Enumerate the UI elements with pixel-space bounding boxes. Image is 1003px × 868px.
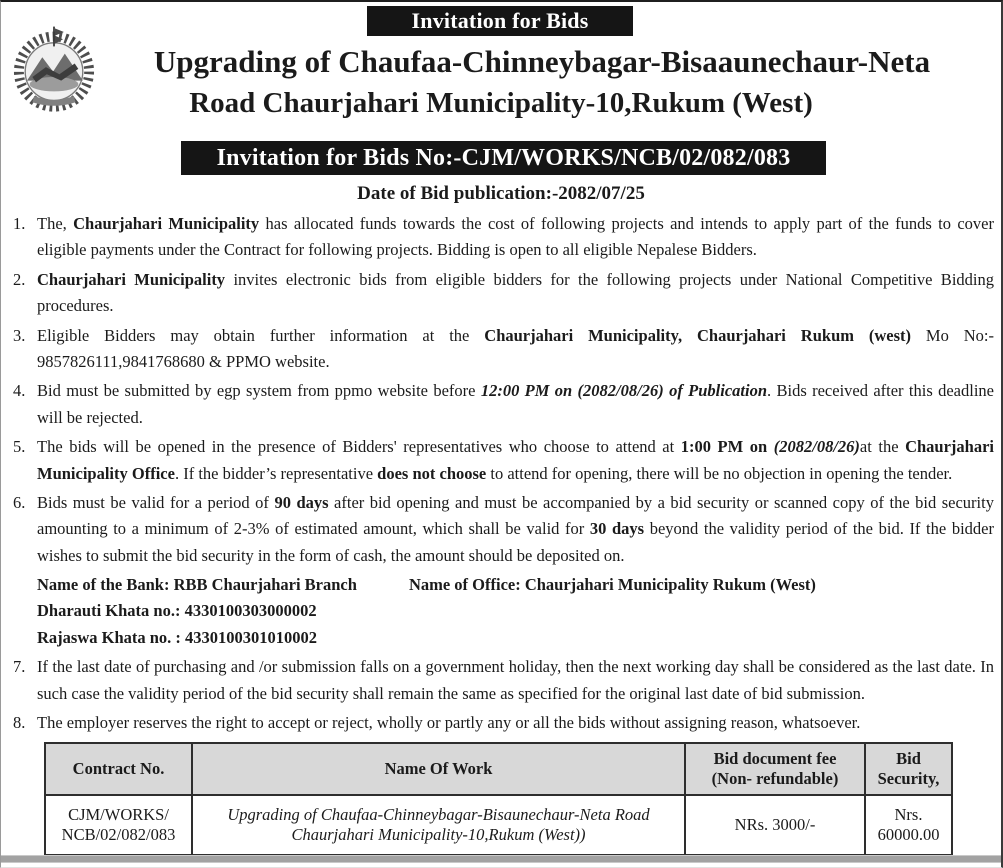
dharauti-account-number: Dharauti Khata no.: 4330100303000002	[37, 601, 317, 621]
list-item-8	[11, 710, 994, 736]
item-number: 2.	[13, 269, 26, 289]
text-segment: has allocated funds towards the cost of following projects and intends to apply part of the funds to cover eligible payments under the Contract for following projects. Bidding is open to all eligible Nepalese Bidders.	[37, 214, 994, 260]
cell-contract-no	[45, 795, 192, 855]
bid-number-banner: Invitation for Bids No:-CJM/WORKS/NCB/02/082/083	[181, 141, 826, 175]
item-number: 1.	[13, 214, 26, 233]
header-fee-line2: (Non- refundable)	[711, 769, 839, 789]
cell-bid-document-fee: NRs. 3000/-	[685, 795, 865, 855]
bank-details	[11, 572, 994, 651]
text-segment: Bids must be valid for a period of	[37, 492, 275, 512]
publication-date: Date of Bid publication:-2082/07/25	[357, 183, 645, 204]
text-segment-bold: 90 days	[274, 492, 329, 512]
text-segment-bold-italic: 12:00 PM on (2082/08/26) of Publication	[480, 381, 768, 401]
bank-office-line	[37, 572, 994, 598]
work-line1: Upgrading of Chaufaa-Chinneybagar-Bisaunechaur-Neta Road	[227, 805, 650, 825]
document-title-line2: Road Chaurjahari Municipality-10,Rukum (West)	[189, 87, 813, 119]
list-item-3	[11, 323, 994, 376]
text-segment: Bid must be submitted by egp system from ppmo website before	[37, 381, 481, 401]
contract-table	[44, 742, 953, 856]
item-number: 5.	[13, 437, 26, 457]
rajaswa-account-number: Rajaswa Khata no. : 4330100301010002	[37, 627, 318, 647]
bottom-divider	[1, 855, 1001, 863]
item-number: 3.	[13, 325, 26, 345]
text-segment: The employer reserves the right to accept or reject, wholly or partly any or all the bids without assigning reason, whatsoever.	[37, 713, 861, 733]
invitation-banner: Invitation for Bids	[367, 6, 633, 36]
text-segment-bold: 30 days	[589, 519, 645, 539]
text-segment: invites electronic bids from eligible bidders for the following projects under National Competitive Bidding procedures.	[37, 269, 994, 316]
text-segment-bold: Chaurjahari Municipality	[73, 214, 266, 233]
text-segment: to attend for opening, there will be no objection in opening the tender.	[486, 463, 953, 483]
bank-name: Name of the Bank: RBB Chaurjahari Branch	[37, 575, 357, 595]
item-number: 7.	[13, 657, 26, 677]
list-item-1	[11, 211, 994, 264]
item-number: 4.	[13, 381, 26, 401]
item-number: 8.	[13, 713, 26, 733]
list-item-6	[11, 490, 994, 569]
work-line2: Chaurjahari Municipality-10,Rukum (West))	[291, 825, 586, 845]
text-segment-bold: 1:00 PM on	[680, 437, 774, 457]
contract-line1: CJM/WORKS/	[68, 805, 169, 825]
text-segment: The,	[37, 214, 74, 233]
cell-name-of-work	[192, 795, 685, 855]
notice-body	[11, 211, 994, 856]
office-name: Name of Office: Chaurjahari Municipality Rukum (West)	[408, 575, 816, 595]
text-segment-bold: does not choose	[377, 463, 487, 483]
document-title-line1: Upgrading of Chaufaa-Chinneybagar-Bisaaunechaur-Neta	[153, 44, 931, 79]
header-name-of-work: Name Of Work	[192, 743, 685, 795]
header-fee-line1: Bid document fee	[713, 749, 837, 769]
text-segment: . Bids received after this deadline will be rejected.	[37, 381, 994, 427]
list-item-7	[11, 654, 994, 707]
text-segment: If the last date of purchasing and /or submission falls on a government holiday, then the next working day shall be considered as the last date. In such case the validity period of the bid security shall remain the same as specified for the original last date of bid submission.	[37, 657, 994, 703]
text-segment: beyond the validity period of the bid. If the bidder wishes to submit the bid security in the form of cash, the amount should be deposited on.	[37, 519, 994, 565]
text-segment-bold: Chaurjahari Municipality Office	[37, 437, 994, 483]
item-number: 6.	[13, 492, 26, 512]
text-segment-bold: Chaurjahari Municipality, Chaurjahari Rukum (west)	[484, 325, 912, 345]
text-segment: . If the bidder’s representative	[174, 463, 378, 483]
text-segment: The bids will be opened in the presence of Bidders' representatives who choose to attend at	[37, 437, 681, 457]
table-data-row	[45, 795, 952, 855]
contract-line2: NCB/02/082/083	[61, 825, 176, 845]
list-item-5	[11, 434, 994, 487]
text-segment: Eligible Bidders may obtain further information at the	[37, 325, 485, 345]
header-contract-no: Contract No.	[45, 743, 192, 795]
text-segment: after bid opening and must be accompanied by a bid security or scanned copy of the bid security amounting to a minimum of 2-3% of estimated amount, which shall be valid for	[37, 492, 994, 539]
text-segment: Mo No:- 9857826111,9841768680 & PPMO website.	[37, 325, 994, 371]
cell-bid-security: Nrs. 60000.00	[865, 795, 952, 855]
table-header-row	[45, 743, 952, 795]
list-item-2	[11, 267, 994, 320]
list-item-4	[11, 378, 994, 431]
header-bid-security: Bid Security,	[865, 743, 952, 795]
text-segment: at the	[859, 437, 906, 457]
text-segment-bold-italic: (2082/08/26)	[773, 437, 860, 457]
text-segment-bold: Chaurjahari Municipality	[37, 269, 226, 289]
header-bid-document-fee	[685, 743, 865, 795]
